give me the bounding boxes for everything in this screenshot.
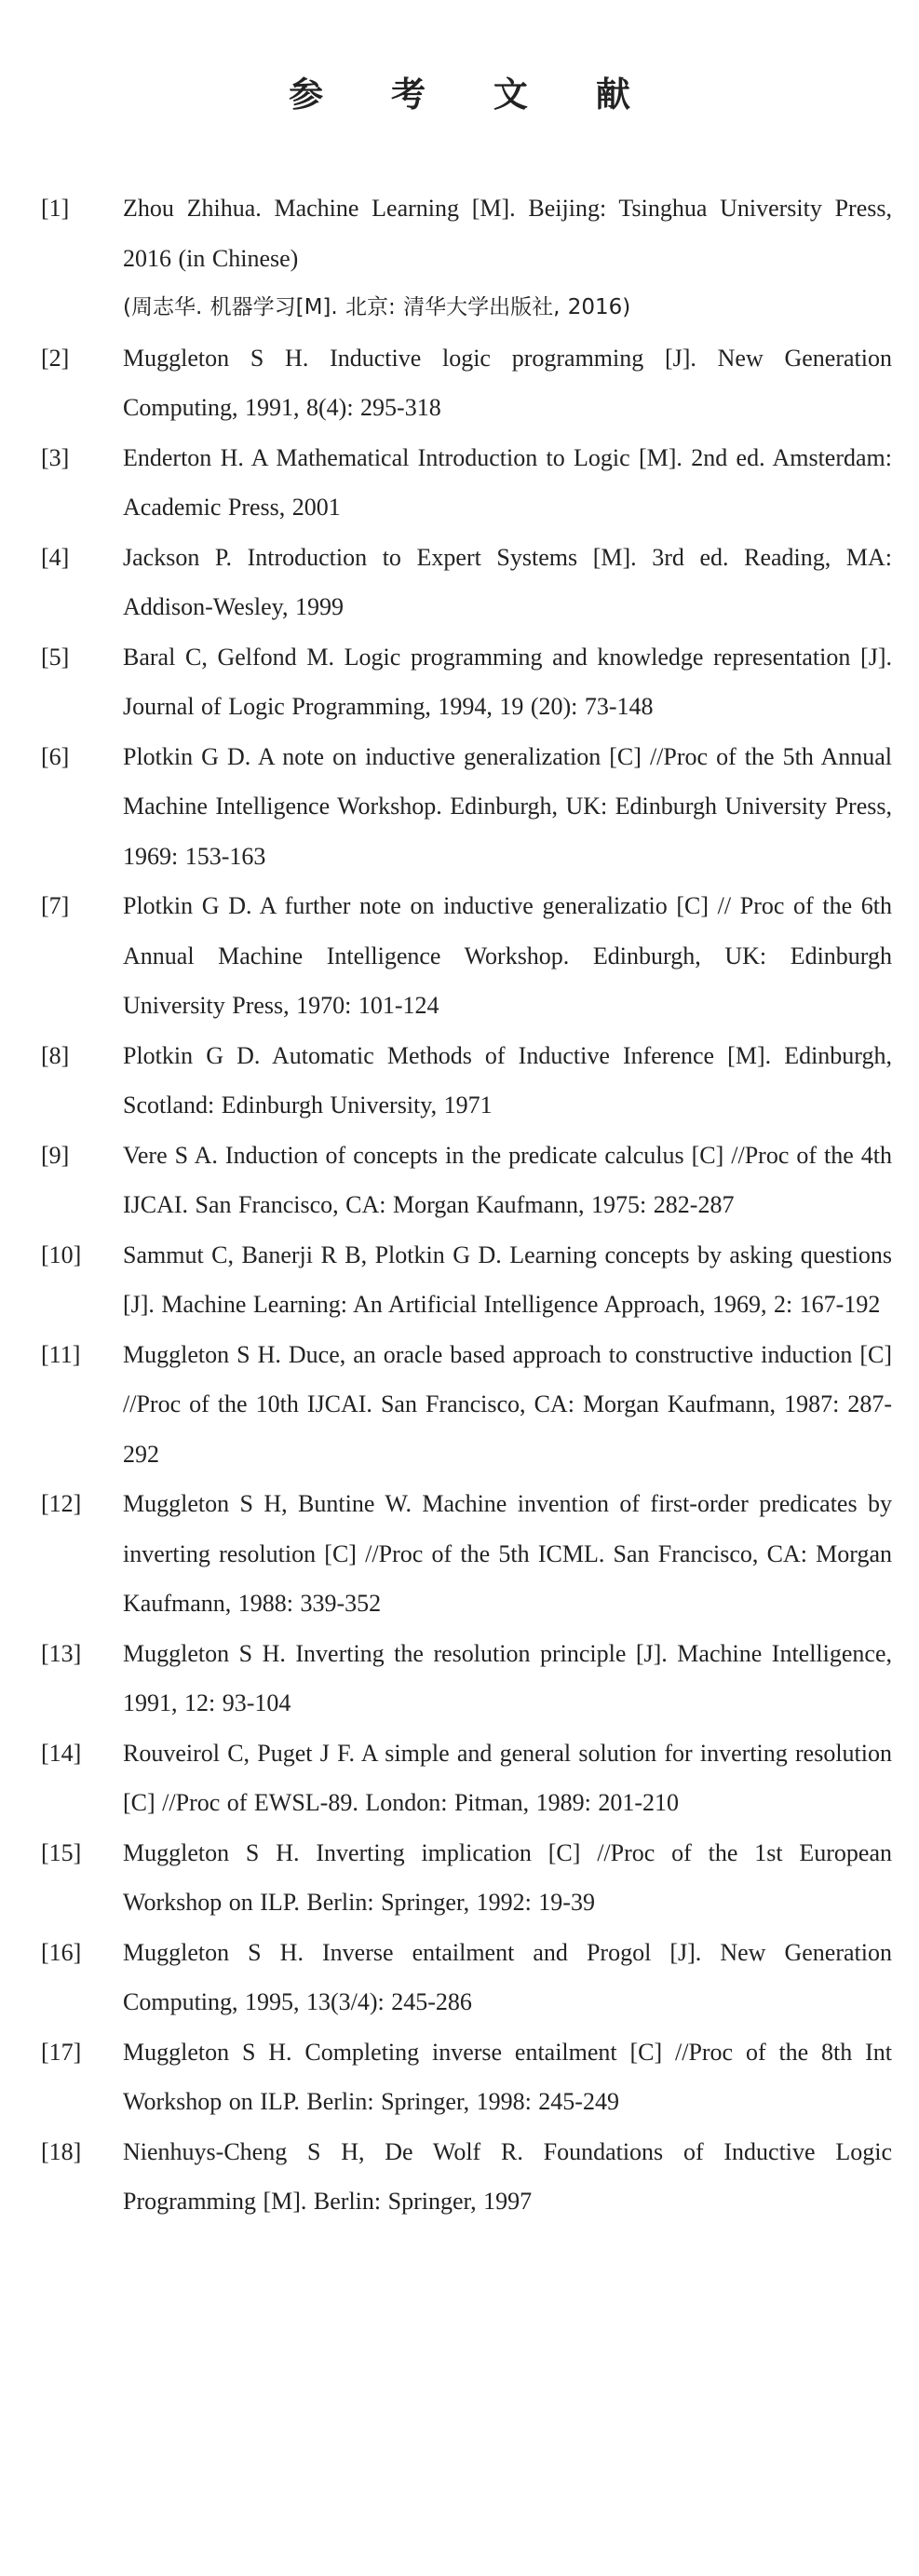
reference-chinese-citation: (周志华. 机器学习[M]. 北京: 清华大学出版社, 2016) (123, 295, 631, 319)
reference-citation: Zhou Zhihua. Machine Learning [M]. Beijing: Tsinghua University Press, 2016 (in Chinese) (123, 195, 892, 272)
reference-item (0, 1131, 919, 1230)
reference-text: Muggleton S H. Inductive logic programming [J]. New Generation Computing, 1991, 8(4): 295-318 (123, 344, 892, 421)
reference-number: [14] (41, 1739, 82, 1767)
reference-item (0, 1230, 919, 1330)
reference-number: [3] (41, 443, 70, 471)
reference-number: [9] (41, 1141, 70, 1169)
reference-text: Muggleton S H. Inverting implication [C] //Proc of the 1st European Workshop on ILP. Berlin: Springer, 1992: 19-39 (123, 1838, 892, 1916)
reference-number: [10] (41, 1241, 82, 1268)
reference-item (0, 1330, 919, 1480)
reference-item (0, 333, 919, 433)
reference-text: Plotkin G D. A further note on inductive generalizatio [C] // Proc of the 6th Annual Machine Intelligence Workshop. Edinburgh, UK: Edinburgh University Press, 1970: 101-124 (123, 892, 892, 1019)
reference-number: [8] (41, 1041, 70, 1069)
reference-number: [15] (41, 1838, 82, 1866)
reference-item (0, 732, 919, 882)
reference-text: Enderton H. A Mathematical Introduction to Logic [M]. 2nd ed. Amsterdam: Academic Press, 2001 (123, 443, 892, 521)
reference-number: [11] (41, 1340, 81, 1368)
reference-number: [17] (41, 2038, 82, 2066)
reference-number: [2] (41, 344, 70, 372)
reference-number: [5] (41, 643, 70, 671)
reference-item (0, 1031, 919, 1131)
reference-text: Muggleton S H, Buntine W. Machine invention of first-order predicates by inverting resolution [C] //Proc of the 5th ICML. San Francisco, CA: Morgan Kaufmann, 1988: 339-352 (123, 1490, 892, 1617)
reference-item (0, 183, 919, 333)
reference-text: Sammut C, Banerji R B, Plotkin G D. Learning concepts by asking questions [J]. Machine Learning: An Artificial Intelligence Approach, 1969, 2: 167-192 (123, 1241, 892, 1318)
reference-text: Jackson P. Introduction to Expert Systems [M]. 3rd ed. Reading, MA: Addison-Wesley, 1999 (123, 543, 892, 620)
reference-item (0, 1479, 919, 1629)
reference-text: Muggleton S H. Inverting the resolution principle [J]. Machine Intelligence, 1991, 12: 93-104 (123, 1639, 892, 1716)
reference-item (0, 533, 919, 632)
reference-list (0, 183, 919, 2227)
reference-item (0, 2127, 919, 2227)
reference-number: [13] (41, 1639, 82, 1667)
reference-item (0, 1828, 919, 1928)
reference-number: [12] (41, 1490, 82, 1517)
reference-text: Rouveirol C, Puget J F. A simple and general solution for inverting resolution [C] //Proc of EWSL-89. London: Pitman, 1989: 201-210 (123, 1739, 892, 1816)
reference-text (123, 183, 892, 333)
reference-item (0, 881, 919, 1031)
reference-number: [16] (41, 1938, 82, 1966)
reference-number: [6] (41, 742, 70, 770)
reference-item (0, 1729, 919, 1828)
reference-item (0, 2027, 919, 2127)
reference-number: [7] (41, 892, 70, 919)
reference-number: [4] (41, 543, 70, 571)
reference-text: Nienhuys-Cheng S H, De Wolf R. Foundations of Inductive Logic Programming [M]. Berlin: Springer, 1997 (123, 2137, 892, 2215)
reference-text: Vere S A. Induction of concepts in the predicate calculus [C] //Proc of the 4th IJCAI. San Francisco, CA: Morgan Kaufmann, 1975: 282-287 (123, 1141, 892, 1218)
reference-text: Plotkin G D. Automatic Methods of Inductive Inference [M]. Edinburgh, Scotland: Edinburgh University, 1971 (123, 1041, 892, 1119)
reference-number: [1] (41, 195, 70, 222)
reference-item (0, 1629, 919, 1729)
reference-text: Muggleton S H. Duce, an oracle based approach to constructive induction [C] //Proc of the 10th IJCAI. San Francisco, CA: Morgan Kaufmann, 1987: 287-292 (123, 1340, 892, 1468)
reference-text: Muggleton S H. Completing inverse entailment [C] //Proc of the 8th Int Workshop on ILP. Berlin: Springer, 1998: 245-249 (123, 2038, 892, 2115)
reference-text: Muggleton S H. Inverse entailment and Progol [J]. New Generation Computing, 1995, 13(3/4): 245-286 (123, 1938, 892, 2015)
reference-text: Plotkin G D. A note on inductive generalization [C] //Proc of the 5th Annual Machine Intelligence Workshop. Edinburgh, UK: Edinburgh University Press, 1969: 153-163 (123, 742, 892, 870)
reference-item (0, 433, 919, 533)
reference-number: [18] (41, 2137, 82, 2165)
page-title: 参 考 文 献 (289, 75, 658, 115)
reference-item (0, 632, 919, 732)
reference-item (0, 1928, 919, 2027)
reference-text: Baral C, Gelfond M. Logic programming and knowledge representation [J]. Journal of Logic Programming, 1994, 19 (20): 73-148 (123, 643, 892, 720)
